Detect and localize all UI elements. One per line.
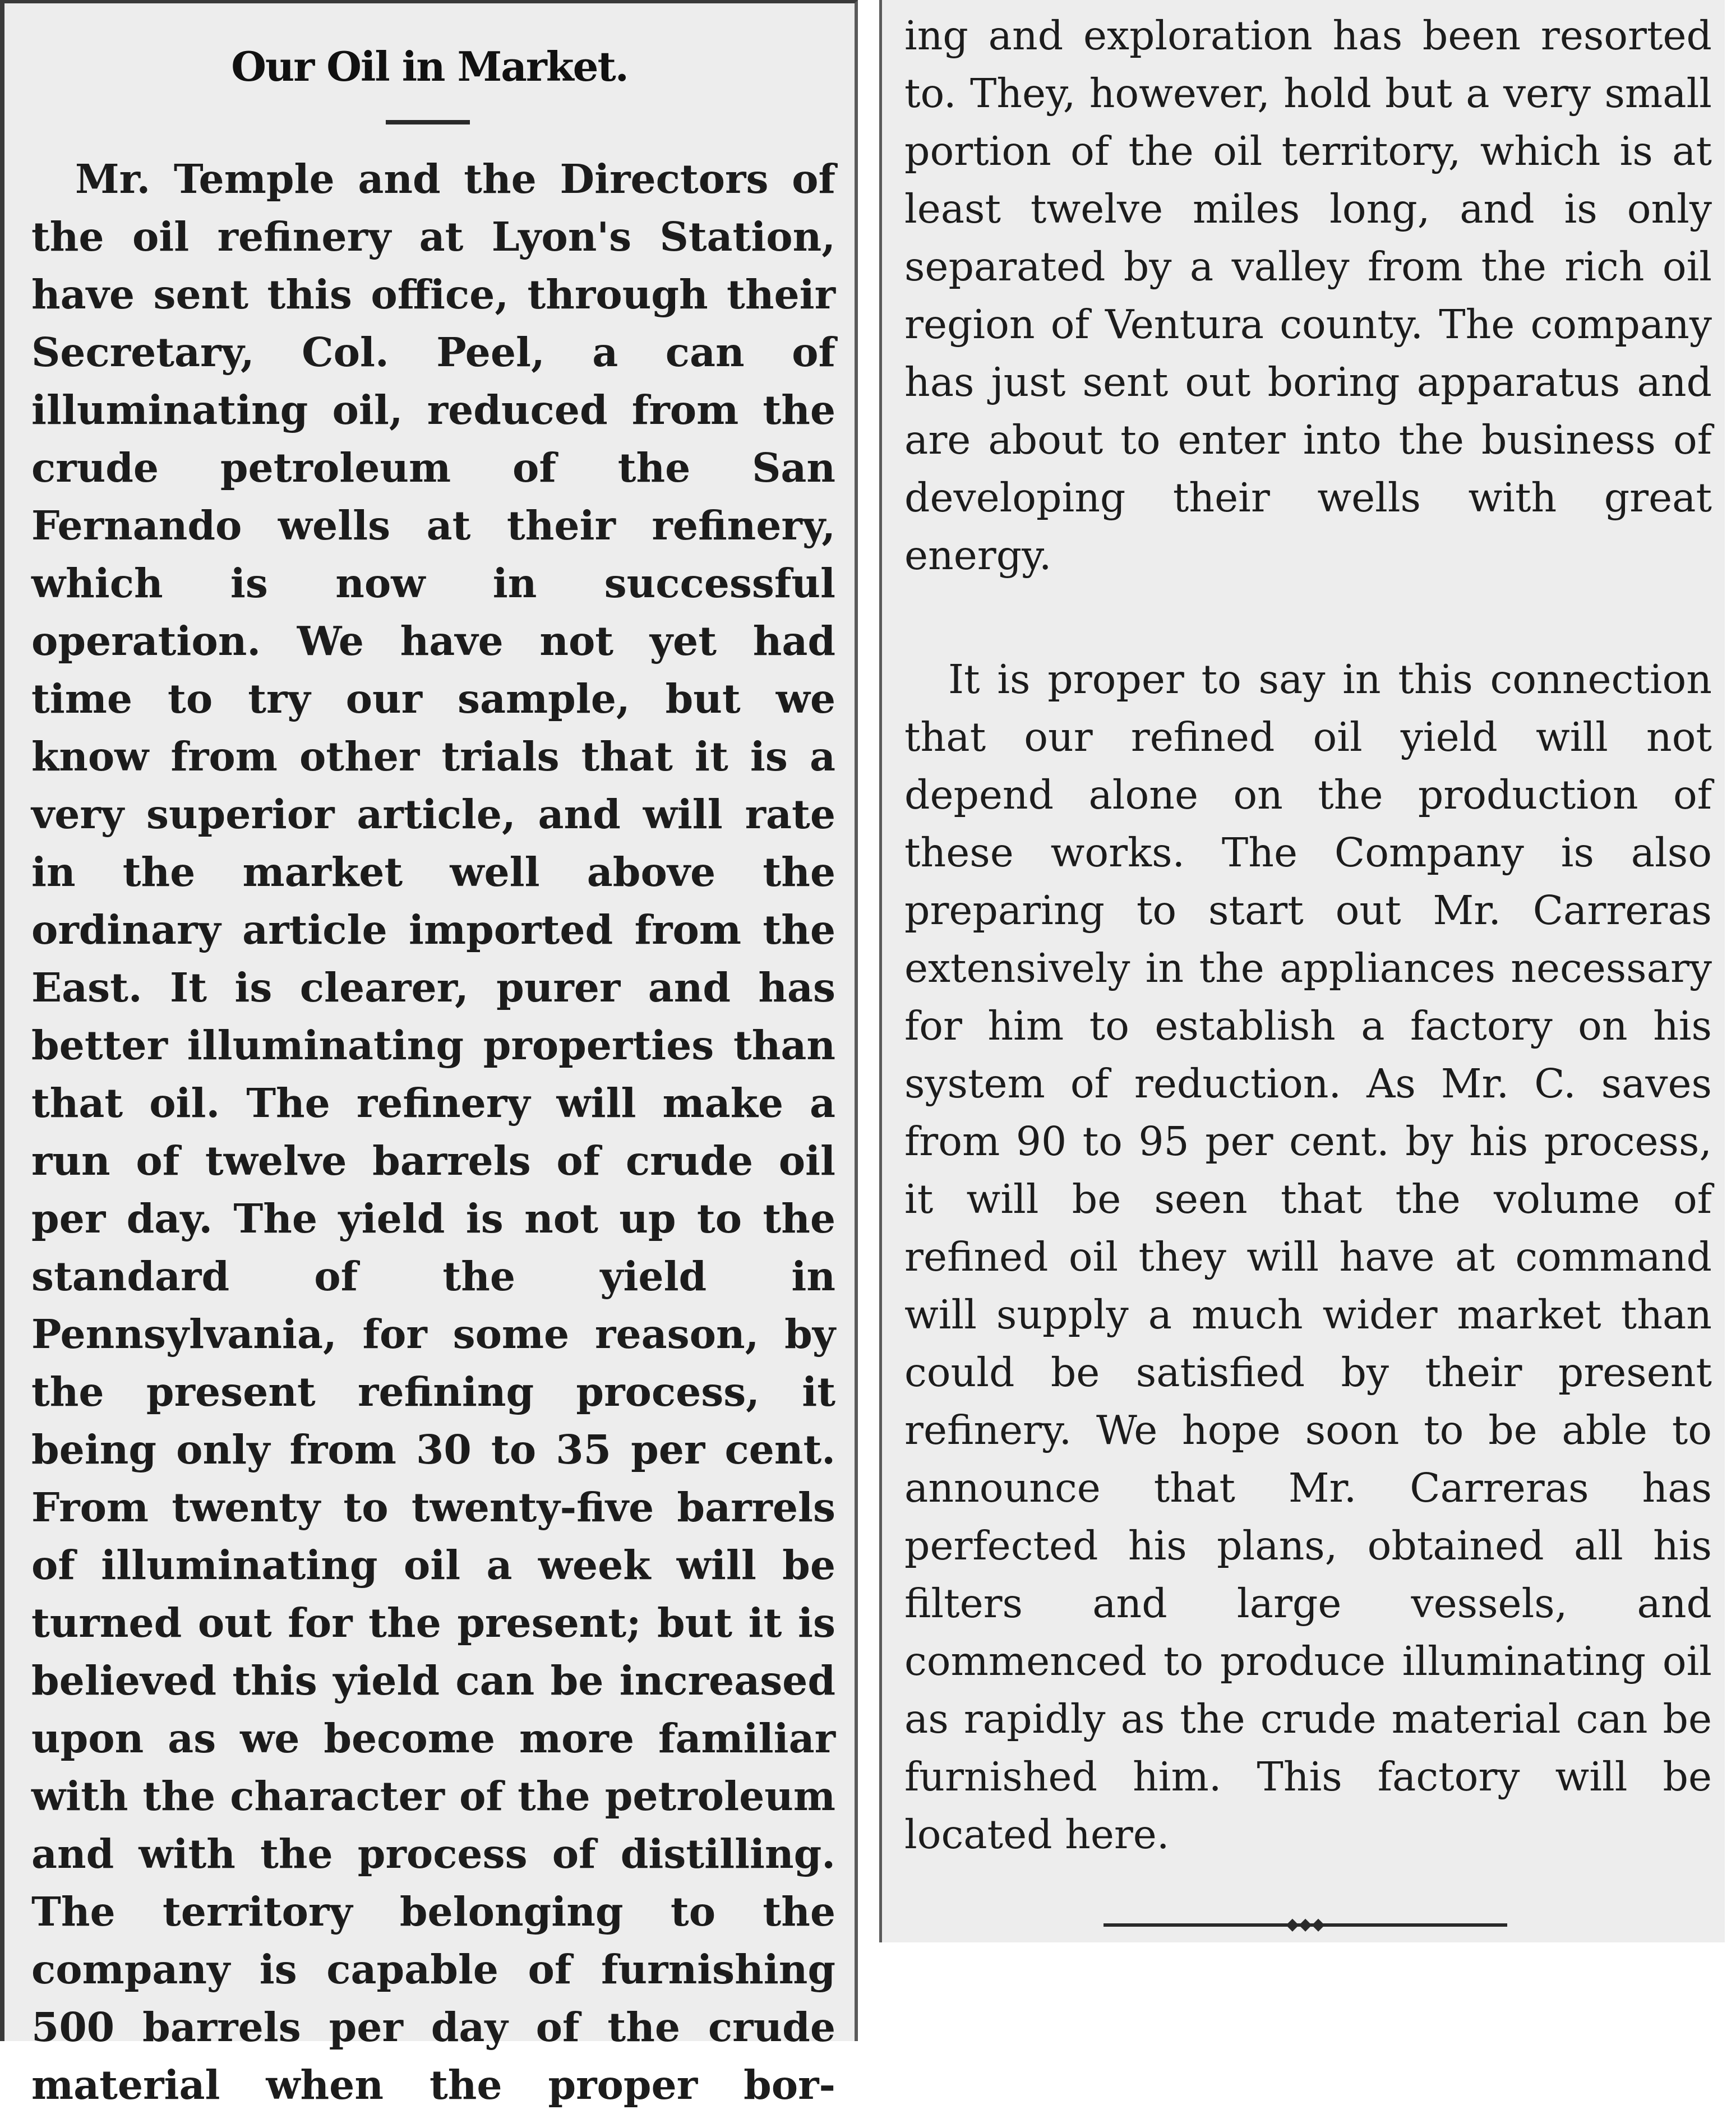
right-column <box>879 0 1725 1942</box>
headline: Our Oil in Market. <box>231 43 628 90</box>
end-ornament-icon: ◆◆◆ <box>1286 1914 1325 1934</box>
left-column <box>0 0 858 2108</box>
right-column-paragraph-2: It is proper to say in this connection that our refined oil yield will not depend alone on the production of these works. The Company is also preparing to start out Mr. Carreras extensively in the appliances necessary for him to establish a factory on his system of reduction. As Mr. C. saves from 90 to 95 per cent. by his process, it will be seen that the volume of refined oil they will have at command will supply a much wider market than could be satisfied by their present refinery. We hope soon to be able to announce that Mr. Carreras has perfected his plans, obtained all his filters and large vessels, and commenced to produce illuminating oil as rapidly as the crude material can be furnished him. This factory will be located here. <box>904 656 1712 1858</box>
left-column-paragraph-1: Mr. Temple and the Directors of the oil refinery at Lyon's Station, have sent this office, through their Secretary, Col. Peel, a can of illuminating oil, reduced from the crude petroleum of the San Fernando wells at their refinery, which is now in successful operation. We have not yet had time to try our sample, but we know from other trials that it is a very superior article, and will rate in the market well above the ordinary article imported from the East. It is clearer, purer and has better illuminating properties than that oil. The refinery will make a run of twelve barrels of crude oil per day. The yield is not up to the standard of the yield in Pennsylvania, for some reason, by the present refining process, it being only from 30 to 35 per cent. From twenty to twenty-five barrels of illuminating oil a week will be turned out for the present; but it is believed this yield can be increased upon as we become more familiar with the character of the petroleum and with the process of distilling. The territory belonging to the company is capable of furnishing 500 barrels per day of the crude material when the proper bor- <box>31 155 835 2108</box>
headline-rule <box>386 120 470 124</box>
right-column-paragraph-1: ing and exploration has been resorted to. They, however, hold but a very small portion of the oil territory, which is at least twelve miles long, and is only separated by a valley from the rich oil region of Ventura county. The company has just sent out boring apparatus and are about to enter into the business of developing their wells with great energy. <box>904 12 1712 579</box>
